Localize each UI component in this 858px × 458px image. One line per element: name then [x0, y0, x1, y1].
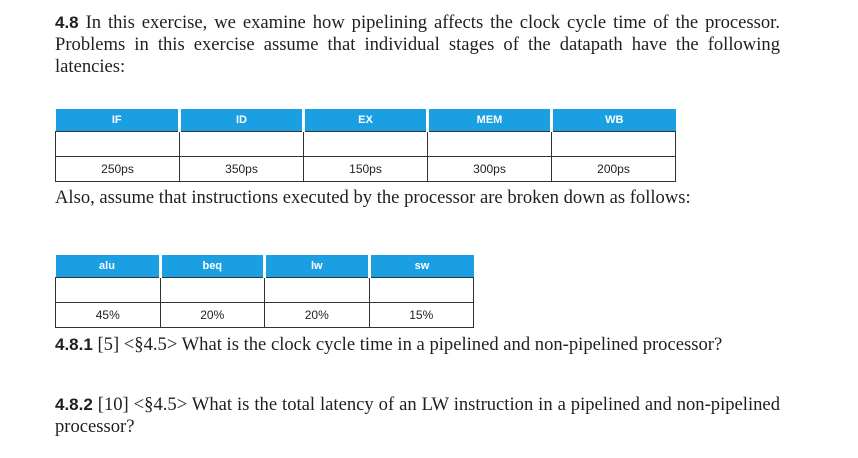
table-row	[56, 303, 474, 328]
instruction-mix-intro: Also, assume that instructions executed by the processor are broken down as follows:	[55, 187, 691, 208]
mix-cell-lw: 20%	[265, 303, 370, 328]
header-cell-id: ID	[180, 109, 304, 132]
latency-cell-if: 250ps	[56, 157, 180, 182]
header-cell-lw: lw	[265, 255, 370, 278]
latency-cell-mem: 300ps	[428, 157, 552, 182]
table-row	[56, 157, 676, 182]
table-header-row	[56, 109, 676, 132]
latency-cell-wb: 200ps	[552, 157, 676, 182]
header-cell-alu: alu	[56, 255, 161, 278]
header-cell-sw: sw	[369, 255, 474, 278]
latency-cell-id: 350ps	[180, 157, 304, 182]
stage-latency-table	[55, 109, 676, 182]
question-4-8-1	[55, 334, 780, 356]
header-cell-mem: MEM	[428, 109, 552, 132]
header-cell-wb: WB	[552, 109, 676, 132]
question-text: [10] <§4.5> What is the total latency of an LW instruction in a pipelined and non-pipelined processor?	[55, 394, 780, 437]
instruction-mix-table	[55, 255, 474, 328]
mix-cell-sw: 15%	[369, 303, 474, 328]
mix-cell-alu: 45%	[56, 303, 161, 328]
header-cell-beq: beq	[160, 255, 265, 278]
problem-number: 4.8	[55, 13, 79, 32]
header-cell-ex: EX	[304, 109, 428, 132]
question-text: [5] <§4.5> What is the clock cycle time in a pipelined and non-pipelined processor?	[97, 334, 723, 355]
table-header-row	[56, 255, 474, 278]
mix-cell-beq: 20%	[160, 303, 265, 328]
question-4-8-2	[55, 394, 780, 438]
problem-text: In this exercise, we examine how pipelining affects the clock cycle time of the processor. Problems in this exercise assume that individual stages of the datapath have the following latencies:	[55, 12, 780, 77]
problem-intro	[55, 12, 780, 78]
question-number: 4.8.2	[55, 395, 93, 414]
question-number: 4.8.1	[55, 335, 93, 354]
latency-cell-ex: 150ps	[304, 157, 428, 182]
header-cell-if: IF	[56, 109, 180, 132]
